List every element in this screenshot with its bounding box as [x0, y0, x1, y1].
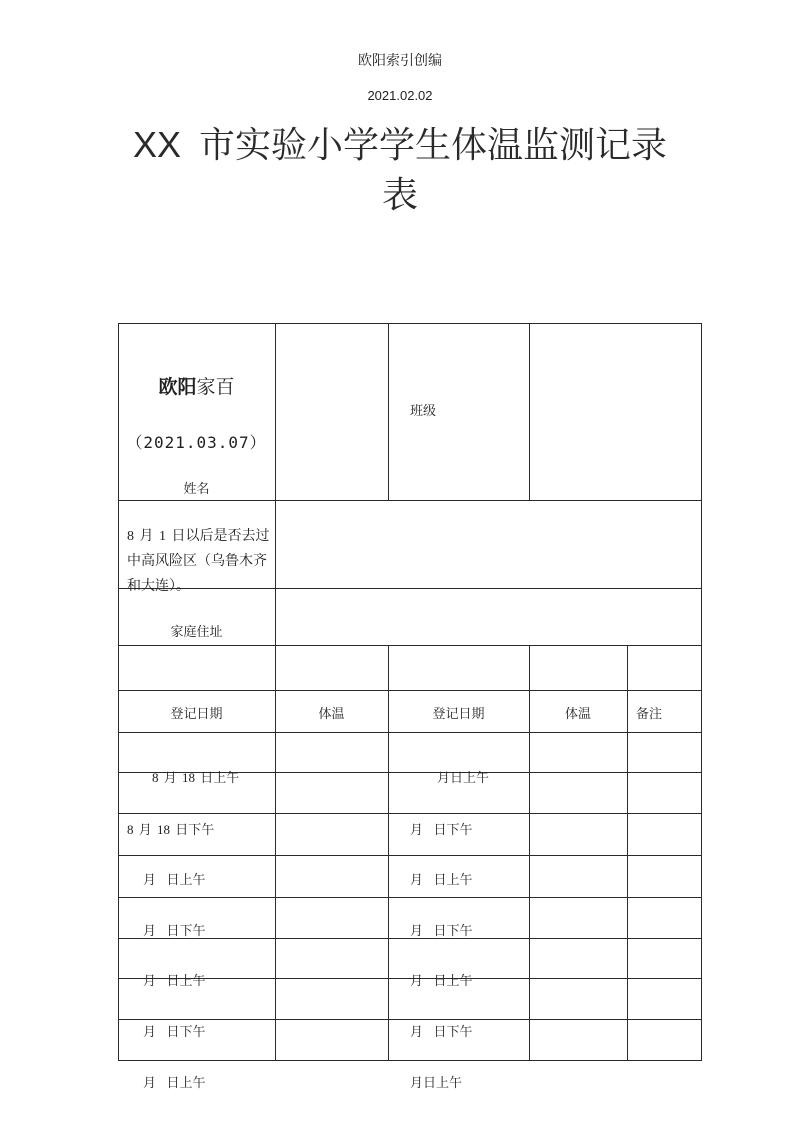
- header-label-date-b: 登记日期: [432, 706, 485, 721]
- student-name-given: 家百: [196, 377, 235, 398]
- record-date-right: 月 日下午: [410, 923, 473, 938]
- blank-cell: [388, 645, 530, 691]
- header-label-date-a: 登记日期: [170, 706, 223, 721]
- record-cell-remarks: [627, 813, 702, 856]
- record-cell-temp-a: [275, 1019, 389, 1061]
- document-source: 欧阳索引创编: [358, 54, 442, 69]
- record-date-left: 月 日下午: [143, 923, 206, 938]
- record-cell-remarks: [627, 772, 702, 814]
- record-cell-temp-b: [529, 772, 628, 814]
- risk-question-line: 中高风险区（乌鲁木齐: [127, 554, 267, 569]
- record-cell-temp-a: [275, 897, 389, 939]
- blank-cell: [627, 645, 702, 691]
- record-date-left: 8 月 18 日上午: [152, 770, 240, 785]
- student-name-surname: 欧阳: [158, 377, 197, 398]
- name-cell: [118, 323, 276, 501]
- record-cell-remarks: [627, 1019, 702, 1061]
- record-cell-temp-b: [529, 938, 628, 979]
- header-label-remarks: 备注: [636, 706, 663, 721]
- record-date-right: 月 日下午: [410, 822, 473, 837]
- record-date-left: 月 日上午: [143, 973, 206, 988]
- record-date-left: 8 月 18 日下午: [127, 822, 215, 837]
- risk-question-line: 8 月 1 日以后是否去过: [127, 529, 270, 544]
- record-cell-temp-b: [529, 1019, 628, 1061]
- class-label: 班级: [410, 403, 437, 418]
- record-date-left: 月 日上午: [143, 872, 206, 887]
- record-cell-temp-b: [529, 855, 628, 898]
- header-label-temp-a: 体温: [318, 706, 345, 721]
- record-date-right: 月日上午: [410, 1075, 463, 1090]
- name-value-cell: [275, 323, 389, 501]
- student-name: [118, 375, 275, 401]
- record-cell-date-a: [118, 732, 276, 773]
- record-cell-temp-a: [275, 813, 389, 856]
- record-cell-remarks: [627, 855, 702, 898]
- blank-cell: [118, 645, 276, 691]
- record-cell-temp-b: [529, 897, 628, 939]
- page-title: XX 市实验小学学生体温监测记录: [132, 124, 668, 165]
- record-cell-temp-a: [275, 978, 389, 1020]
- page-title-continued: 表: [381, 174, 418, 215]
- record-date-left: 月 日上午: [143, 1075, 206, 1090]
- risk-question-line: 和大连）。: [127, 579, 190, 594]
- record-date-left: 月 日下午: [143, 1024, 206, 1039]
- record-cell-temp-b: [529, 978, 628, 1020]
- blank-cell: [275, 645, 389, 691]
- record-cell-temp-a: [275, 732, 389, 773]
- address-label: 家庭住址: [170, 624, 223, 639]
- class-value-cell: [529, 323, 702, 501]
- risk-answer-cell: [275, 500, 702, 589]
- record-cell-remarks: [627, 732, 702, 773]
- address-value-cell: [275, 588, 702, 646]
- record-cell-remarks: [627, 897, 702, 939]
- header-label-temp-b: 体温: [564, 706, 591, 721]
- record-date-right: 月 日下午: [410, 1024, 473, 1039]
- record-date-right: 月 日上午: [410, 872, 473, 887]
- name-label: 姓名: [183, 481, 210, 496]
- record-cell-remarks: [627, 978, 702, 1020]
- record-date-right: 月 日上午: [410, 973, 473, 988]
- record-cell-remarks: [627, 938, 702, 979]
- record-cell-temp-a: [275, 938, 389, 979]
- document-date: 2021.02.02: [367, 88, 433, 103]
- student-name-date: （2021.03.07）: [126, 433, 267, 452]
- record-cell-date-b: [388, 732, 530, 773]
- blank-cell: [529, 645, 628, 691]
- record-date-right: 月日上午: [437, 770, 490, 785]
- record-cell-temp-a: [275, 772, 389, 814]
- record-cell-temp-b: [529, 813, 628, 856]
- record-cell-temp-a: [275, 855, 389, 898]
- record-cell-temp-b: [529, 732, 628, 773]
